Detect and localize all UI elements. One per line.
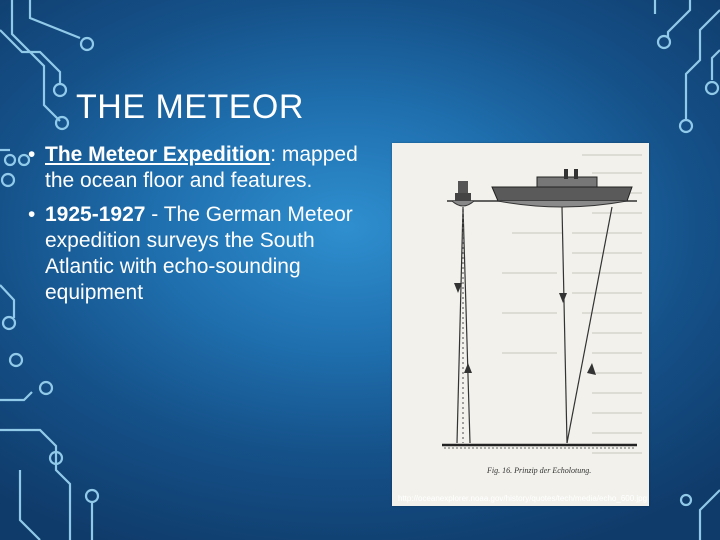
bullet-list: [28, 142, 368, 314]
bullet-text: : mapped the ocean floor and features.: [45, 143, 358, 192]
echo-diagram: [392, 143, 649, 506]
slide-title: THE METEOR: [76, 88, 304, 126]
image-credit-link[interactable]: http://oceanexplorer.noaa.gov/history/quotes/tech/media/echo_600.jpg: [398, 494, 648, 503]
figure-caption: Fig. 16. Prinzip der Echolotung.: [487, 466, 592, 475]
bullet-dot: •: [28, 143, 36, 166]
echo-sounding-figure: [392, 143, 649, 506]
bullet-item: [28, 202, 368, 306]
bullet-dot: •: [28, 203, 36, 226]
bullet-lead: 1925-1927: [45, 203, 146, 226]
bullet-item: [28, 142, 368, 194]
bullet-lead-link[interactable]: The Meteor Expedition: [45, 143, 271, 166]
bullet-text: - The German Meteor expedition surveys the South Atlantic with echo-sounding equipment: [45, 203, 353, 304]
